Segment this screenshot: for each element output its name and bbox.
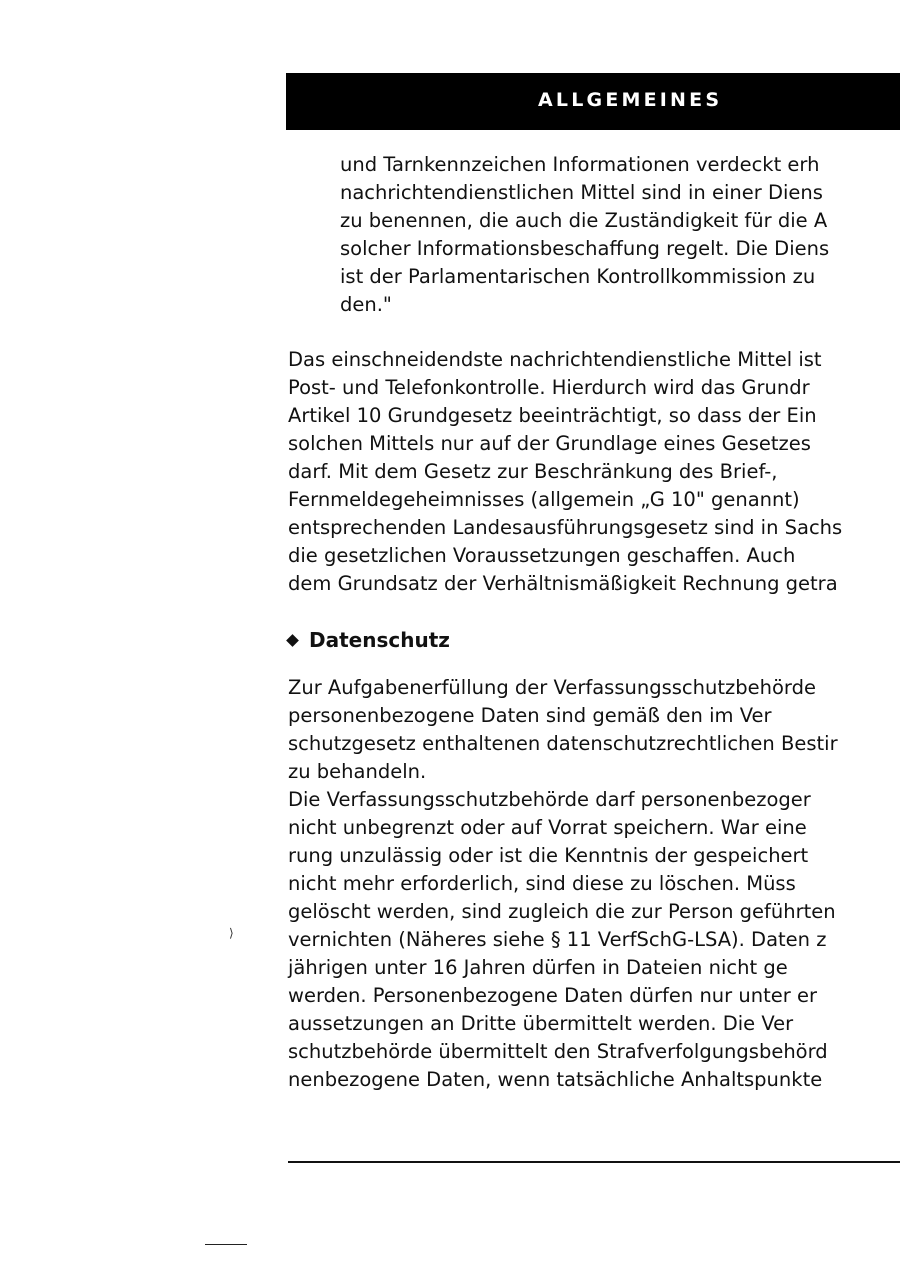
text-line: nicht unbegrenzt oder auf Vorrat speichern. War eine bbox=[288, 816, 807, 839]
text-line: jährigen unter 16 Jahren dürfen in Dateien nicht ge bbox=[288, 956, 788, 979]
text-line: Die Verfassungsschutzbehörde darf personenbezoger bbox=[288, 788, 811, 811]
text-line: nachrichtendienstlichen Mittel sind in einer Diens bbox=[340, 181, 823, 204]
text-line: solchen Mittels nur auf der Grundlage eines Gesetzes bbox=[288, 432, 811, 455]
text-line: zu behandeln. bbox=[288, 760, 427, 783]
text-line: Das einschneidendste nachrichtendienstliche Mittel ist bbox=[288, 348, 822, 371]
text-line: nicht mehr erforderlich, sind diese zu löschen. Müss bbox=[288, 872, 796, 895]
section-heading-datenschutz bbox=[288, 628, 450, 652]
text-line: schutzbehörde übermittelt den Strafverfolgungsbehörd bbox=[288, 1040, 828, 1063]
text-line: die gesetzlichen Voraussetzungen geschaffen. Auch bbox=[288, 544, 796, 567]
text-line: vernichten (Näheres siehe § 11 VerfSchG-LSA). Daten z bbox=[288, 928, 827, 951]
text-line: zu benennen, die auch die Zuständigkeit für die A bbox=[340, 209, 828, 232]
footer-rule bbox=[288, 1161, 900, 1163]
text-line: personenbezogene Daten sind gemäß den im Ver bbox=[288, 704, 772, 727]
text-line: werden. Personenbezogene Daten dürfen nur unter er bbox=[288, 984, 817, 1007]
text-line: dem Grundsatz der Verhältnismäßigkeit Rechnung getra bbox=[288, 572, 838, 595]
text-line: nenbezogene Daten, wenn tatsächliche Anhaltspunkte bbox=[288, 1068, 823, 1091]
text-line: schutzgesetz enthaltenen datenschutzrechtlichen Bestir bbox=[288, 732, 838, 755]
section-heading-text: Datenschutz bbox=[309, 628, 450, 652]
text-line: entsprechenden Landesausführungsgesetz sind in Sachs bbox=[288, 516, 843, 539]
text-line: Fernmeldegeheimnisses (allgemein „G 10" genannt) bbox=[288, 488, 800, 511]
text-line: gelöscht werden, sind zugleich die zur Person geführten bbox=[288, 900, 836, 923]
text-line: Artikel 10 Grundgesetz beeinträchtigt, so dass der Ein bbox=[288, 404, 817, 427]
section-header-bar bbox=[286, 73, 900, 130]
text-line: aussetzungen an Dritte übermittelt werden. Die Ver bbox=[288, 1012, 794, 1035]
text-line: Post- und Telefonkontrolle. Hierdurch wird das Grundr bbox=[288, 376, 810, 399]
scan-mark-line bbox=[205, 1244, 247, 1245]
scan-mark: ⟩ bbox=[229, 926, 234, 940]
diamond-bullet-icon bbox=[286, 634, 299, 647]
text-line: ist der Parlamentarischen Kontrollkommission zu bbox=[340, 265, 816, 288]
text-line: rung unzulässig oder ist die Kenntnis der gespeichert bbox=[288, 844, 809, 867]
text-line: und Tarnkennzeichen Informationen verdeckt erh bbox=[340, 153, 820, 176]
text-line: Zur Aufgabenerfüllung der Verfassungsschutzbehörde bbox=[288, 676, 816, 699]
text-line: solcher Informationsbeschaffung regelt. Die Diens bbox=[340, 237, 830, 260]
text-line: den." bbox=[340, 293, 392, 316]
section-header-title: ALLGEMEINES bbox=[538, 89, 723, 111]
text-line: darf. Mit dem Gesetz zur Beschränkung des Brief-, bbox=[288, 460, 778, 483]
